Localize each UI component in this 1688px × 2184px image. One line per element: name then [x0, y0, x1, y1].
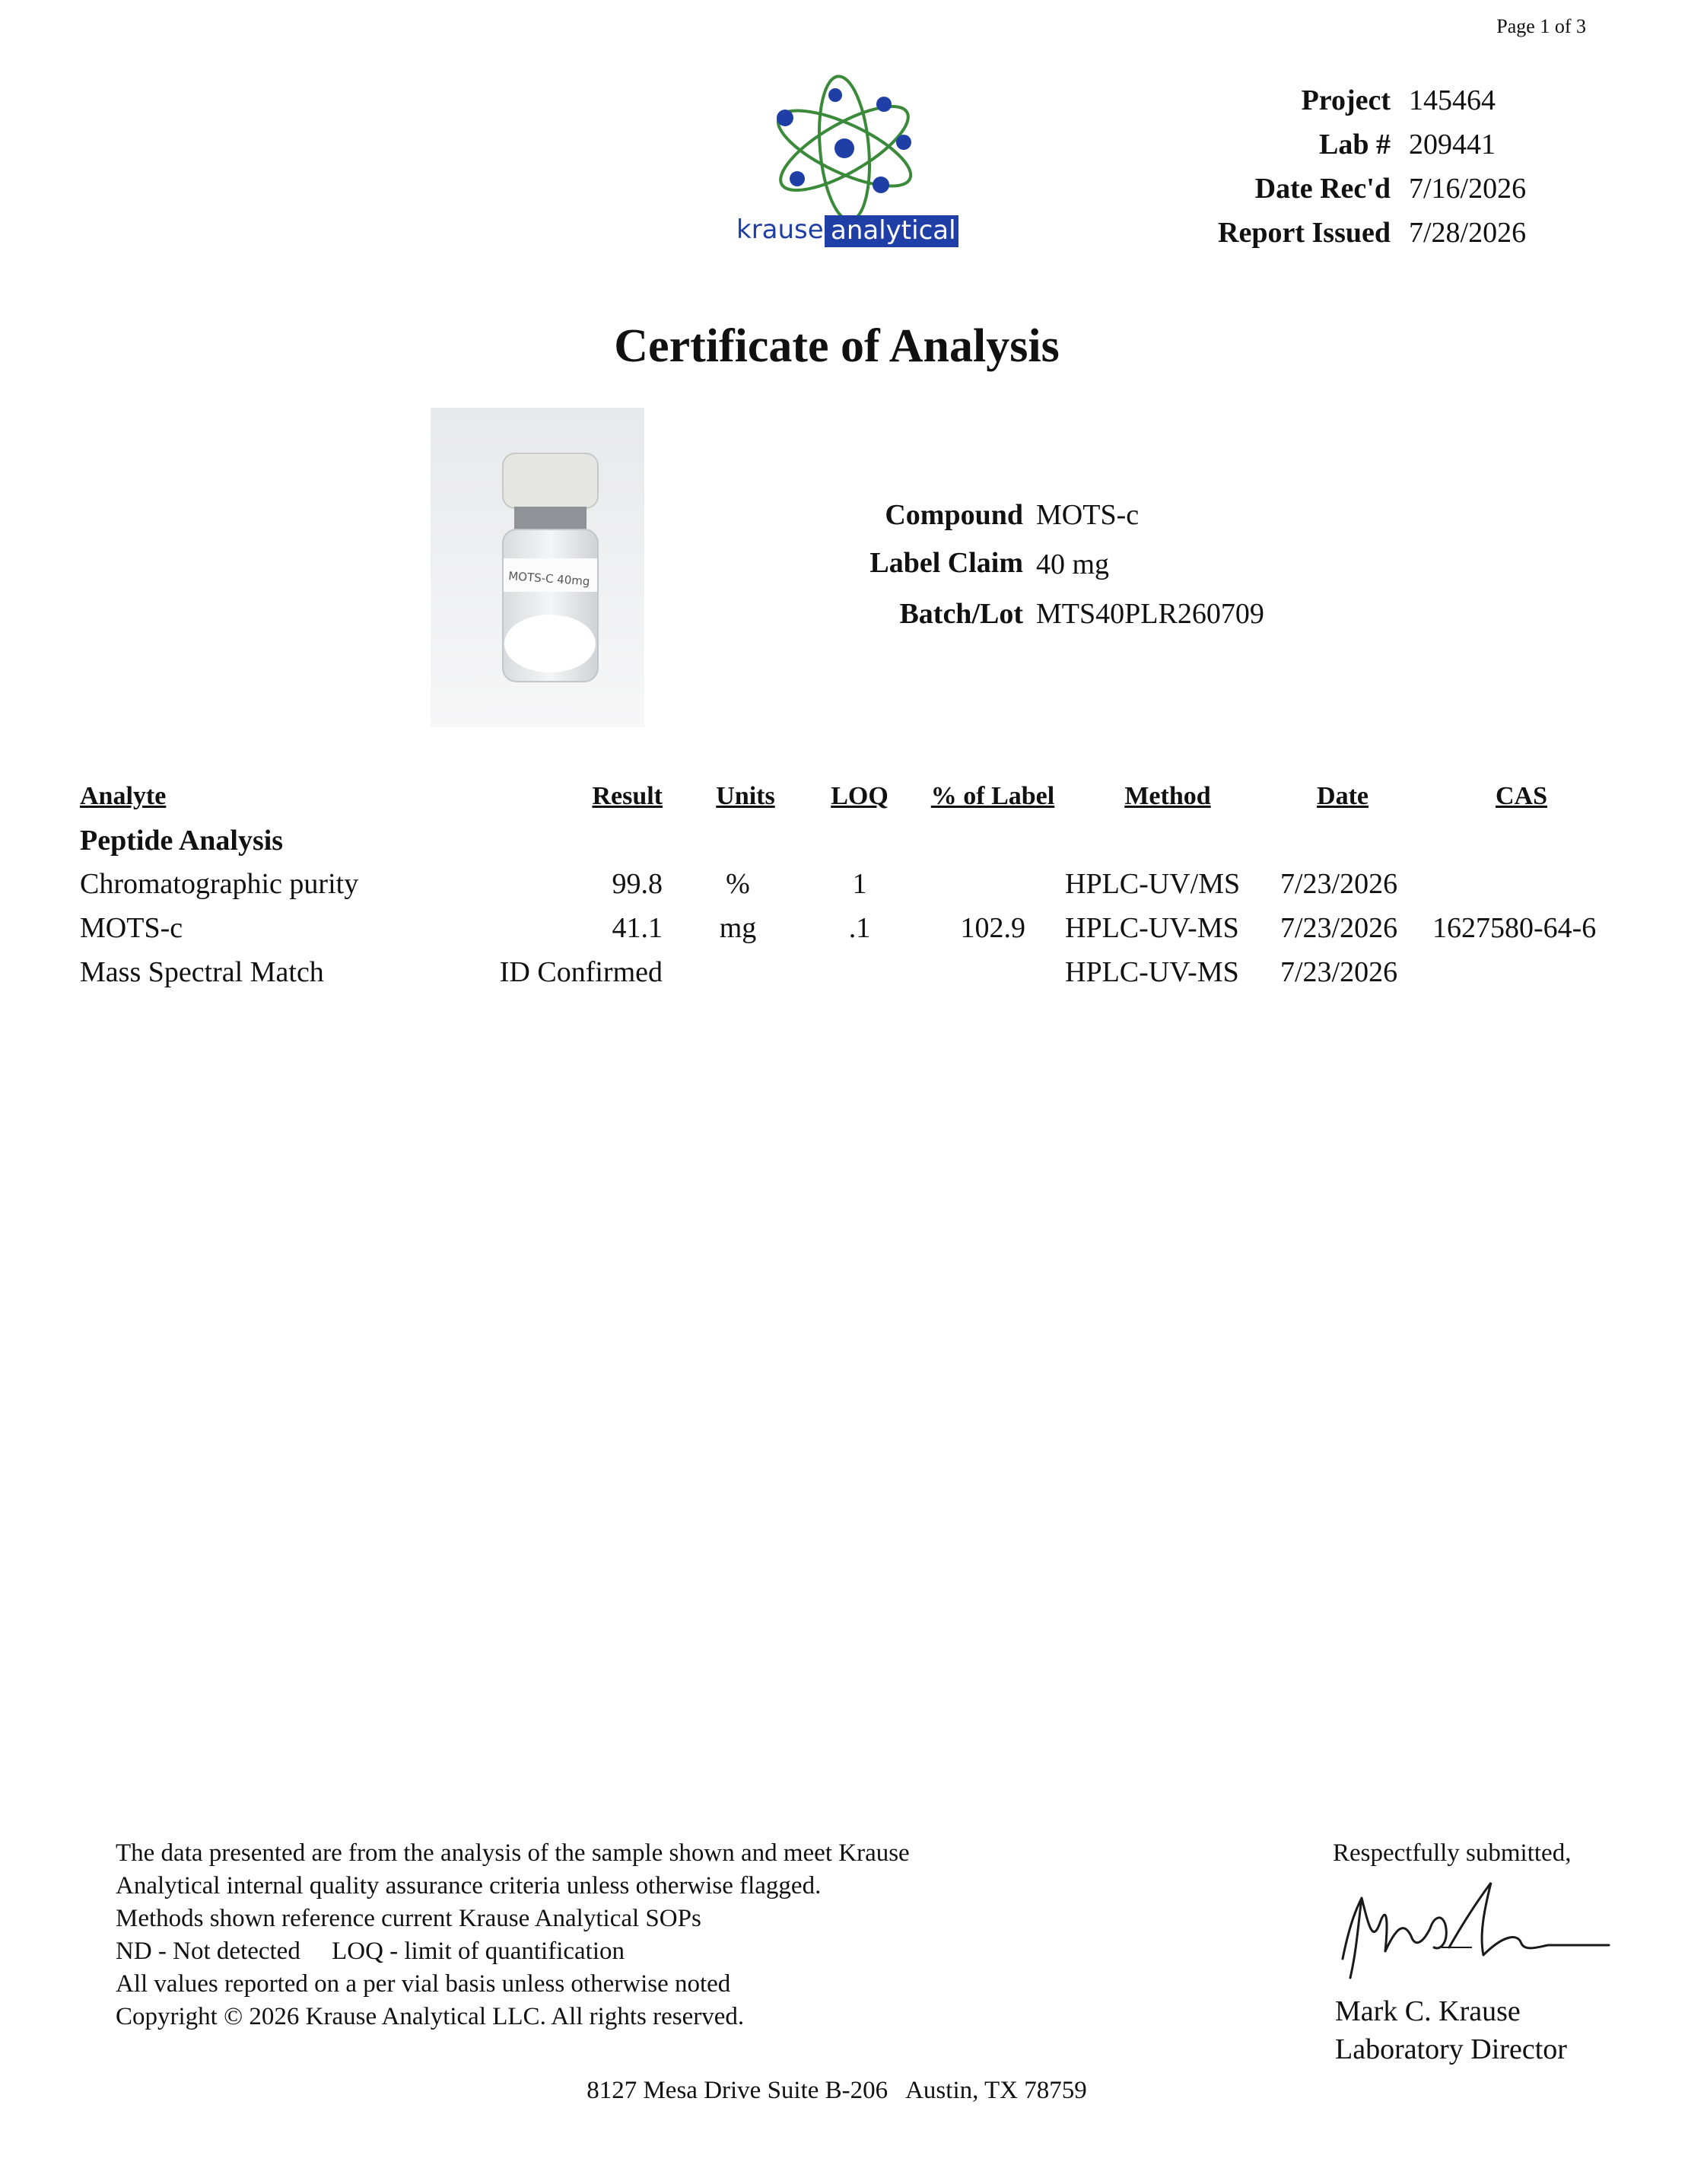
row-1-date: 7/23/2026: [1280, 868, 1398, 900]
vial-photo: [431, 408, 644, 727]
note-line-3: Methods shown reference current Krause Analytical SOPs: [116, 1905, 701, 1932]
row-2-result: 41.1: [612, 912, 663, 944]
row-2-analyte: MOTS-c: [80, 912, 183, 944]
label-claim-value: 40 mg: [1036, 548, 1110, 580]
meta-date-received-label: Date Rec'd: [1254, 173, 1391, 205]
lab-address: 8127 Mesa Drive Suite B-206 Austin, TX 78759: [587, 2077, 1087, 2104]
row-1-method: HPLC-UV/MS: [1065, 868, 1241, 900]
row-2-units: mg: [719, 912, 757, 944]
row-1-analyte: Chromatographic purity: [80, 868, 359, 900]
row-3-analyte: Mass Spectral Match: [80, 956, 324, 988]
note-line-4: ND - Not detected LOQ - limit of quantification: [116, 1938, 625, 1965]
row-2-date: 7/23/2026: [1280, 912, 1398, 944]
row-1-loq: 1: [852, 868, 867, 900]
meta-project-label: Project: [1301, 84, 1391, 116]
header-date: Date: [1317, 782, 1369, 810]
meta-report-issued-label: Report Issued: [1218, 217, 1391, 249]
copyright-notice: Copyright © 2026 Krause Analytical LLC. All rights reserved.: [116, 2003, 745, 2030]
meta-lab-value: 209441: [1409, 129, 1496, 161]
row-3-method: HPLC-UV-MS: [1065, 956, 1239, 988]
row-2-loq: .1: [848, 912, 871, 944]
logo-word-krause: krause: [736, 215, 824, 245]
batch-lot-value: MTS40PLR260709: [1036, 598, 1264, 630]
row-2-percent-of-label: 102.9: [960, 912, 1025, 944]
signoff-closing: Respectfully submitted,: [1333, 1839, 1572, 1867]
document-title: Certificate of Analysis: [614, 320, 1060, 372]
signer-role: Laboratory Director: [1335, 2033, 1567, 2065]
signer-name: Mark C. Krause: [1335, 1995, 1521, 2027]
row-3-date: 7/23/2026: [1280, 956, 1398, 988]
header-percent-of-label: % of Label: [930, 782, 1055, 810]
logo-word-analytical: analytical: [831, 215, 956, 246]
meta-project-value: 145464: [1409, 84, 1496, 116]
meta-lab-label: Lab #: [1319, 129, 1391, 161]
header-method: Method: [1124, 782, 1211, 810]
label-claim-label: Label Claim: [869, 547, 1023, 579]
meta-report-issued-value: 7/28/2026: [1409, 217, 1527, 249]
header-units: Units: [716, 782, 775, 810]
header-analyte: Analyte: [80, 782, 167, 810]
header-cas: CAS: [1495, 782, 1548, 810]
row-1-units: %: [726, 868, 750, 900]
compound-value: MOTS-c: [1036, 499, 1140, 531]
meta-date-received-value: 7/16/2026: [1409, 173, 1527, 205]
note-line-1: The data presented are from the analysis of the sample shown and meet Krause: [116, 1839, 910, 1867]
note-line-2: Analytical internal quality assurance criteria unless otherwise flagged.: [116, 1872, 822, 1899]
header-loq: LOQ: [831, 782, 889, 810]
row-3-result: ID Confirmed: [499, 956, 663, 988]
signature: [1327, 1875, 1616, 1989]
row-1-result: 99.8: [612, 868, 663, 900]
row-2-method: HPLC-UV-MS: [1065, 912, 1239, 944]
note-line-5: All values reported on a per vial basis unless otherwise noted: [116, 1970, 731, 1998]
batch-lot-label: Batch/Lot: [899, 598, 1023, 630]
vial-label-text: MOTS-C 40mg: [507, 569, 591, 589]
section-peptide-analysis: Peptide Analysis: [80, 825, 284, 857]
page-number: Page 1 of 3: [1496, 15, 1586, 37]
compound-label: Compound: [885, 499, 1023, 531]
header-result: Result: [592, 782, 663, 810]
krause-analytical-logo: [723, 72, 966, 255]
row-2-cas: 1627580-64-6: [1432, 912, 1597, 944]
